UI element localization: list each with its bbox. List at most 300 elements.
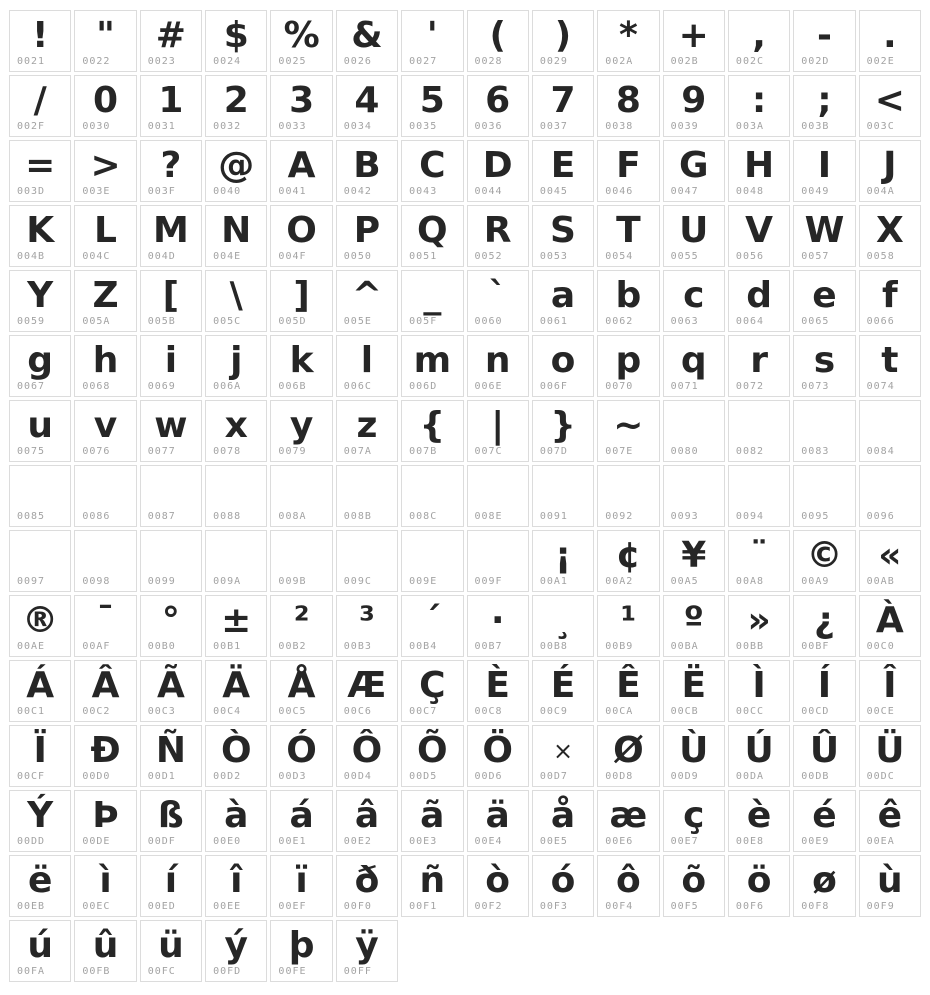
charmap-cell <box>336 75 398 137</box>
code-label: 0069 <box>147 381 176 392</box>
code-label: 0093 <box>670 511 699 522</box>
charmap-cell <box>336 595 398 657</box>
code-label: 0043 <box>409 186 438 197</box>
code-label: 00FE <box>278 966 307 977</box>
charmap-cell <box>270 920 332 982</box>
charmap-cell <box>793 270 855 332</box>
charmap-cell <box>532 855 594 917</box>
charmap-cell <box>663 10 725 72</box>
code-label: 00D9 <box>670 771 699 782</box>
code-label: 0094 <box>735 511 765 522</box>
code-label: 00C2 <box>82 706 111 717</box>
glyph <box>337 531 397 581</box>
code-label: 00EB <box>17 901 46 912</box>
charmap-cell <box>270 400 332 462</box>
charmap-cell <box>467 660 529 722</box>
glyph: ¡ <box>554 535 572 576</box>
code-label: 00CC <box>735 706 765 717</box>
charmap-cell <box>140 270 202 332</box>
charmap-cell <box>205 465 267 527</box>
charmap-cell <box>270 10 332 72</box>
charmap-cell <box>74 660 136 722</box>
glyph: Ä <box>222 665 251 706</box>
charmap-cell <box>532 725 594 787</box>
code-label: 002C <box>735 56 765 67</box>
glyph: Ì <box>752 665 766 706</box>
glyph: Ç <box>419 665 446 706</box>
charmap-cell <box>532 465 594 527</box>
code-label: 0046 <box>605 186 634 197</box>
code-label: 0041 <box>278 186 307 197</box>
glyph: 0 <box>92 80 119 121</box>
code-label: 008A <box>278 511 307 522</box>
glyph: T <box>616 210 641 251</box>
glyph: Y <box>27 275 54 316</box>
glyph: h <box>92 340 119 381</box>
glyph: ç <box>683 795 705 836</box>
glyph: ì <box>99 860 112 901</box>
glyph: ú <box>27 925 53 966</box>
charmap-cell <box>597 595 659 657</box>
charmap-cell <box>270 660 332 722</box>
charmap-cell <box>270 140 332 202</box>
code-label: 0022 <box>82 56 111 67</box>
code-label: 003F <box>147 186 176 197</box>
code-label: 00D2 <box>213 771 242 782</box>
glyph <box>337 466 397 516</box>
code-label: 0073 <box>801 381 830 392</box>
glyph: - <box>816 15 832 56</box>
glyph: · <box>490 600 505 641</box>
code-label: 00B7 <box>474 641 503 652</box>
glyph: æ <box>609 795 648 836</box>
charmap-cell <box>859 205 921 267</box>
charmap-cell <box>140 400 202 462</box>
charmap-cell <box>663 335 725 397</box>
charmap-cell <box>270 335 332 397</box>
glyph: X <box>875 210 904 251</box>
glyph: ¨ <box>750 535 769 576</box>
code-label: 009A <box>213 576 242 587</box>
code-label: 00F9 <box>866 901 895 912</box>
charmap-cell <box>74 465 136 527</box>
charmap-cell <box>728 725 790 787</box>
glyph: C <box>419 145 446 186</box>
glyph: ÿ <box>355 925 379 966</box>
code-label: 007D <box>539 446 568 457</box>
glyph: 8 <box>615 80 641 121</box>
code-label: 0075 <box>17 446 46 457</box>
charmap-cell <box>336 660 398 722</box>
glyph: ? <box>160 145 182 186</box>
charmap-cell <box>74 790 136 852</box>
code-label: 0071 <box>670 381 699 392</box>
charmap-cell <box>532 335 594 397</box>
glyph: û <box>92 925 119 966</box>
glyph: Ã <box>156 665 185 706</box>
code-label: 003C <box>866 121 895 132</box>
glyph: * <box>618 15 638 56</box>
glyph: { <box>419 405 446 446</box>
charmap-cell <box>9 140 71 202</box>
glyph: q <box>680 340 707 381</box>
code-label: 00DB <box>801 771 830 782</box>
glyph <box>141 531 201 581</box>
code-label: 003A <box>735 121 765 132</box>
charmap-cell <box>336 140 398 202</box>
charmap-cell <box>532 75 594 137</box>
glyph: í <box>164 860 178 901</box>
charmap-cell <box>205 75 267 137</box>
code-label: 0095 <box>801 511 830 522</box>
glyph: À <box>875 600 904 641</box>
glyph: ¸ <box>554 600 573 641</box>
code-label: 008C <box>409 511 438 522</box>
code-label: 002D <box>801 56 830 67</box>
charmap-cell <box>793 595 855 657</box>
charmap-cell <box>663 270 725 332</box>
glyph <box>860 401 920 451</box>
glyph: J <box>883 145 897 186</box>
charmap-cell <box>74 10 136 72</box>
code-label: 00D1 <box>147 771 176 782</box>
charmap-cell <box>728 660 790 722</box>
glyph: Ú <box>744 730 774 771</box>
charmap-cell <box>9 855 71 917</box>
glyph: ¯ <box>96 600 115 641</box>
code-label: 0076 <box>82 446 111 457</box>
glyph: © <box>806 535 843 576</box>
glyph: 9 <box>681 80 707 121</box>
charmap-cell <box>401 465 463 527</box>
code-label: 0096 <box>866 511 895 522</box>
charmap-cell <box>336 335 398 397</box>
glyph: Ð <box>90 730 121 771</box>
glyph: å <box>550 795 576 836</box>
code-label: 0045 <box>539 186 568 197</box>
charmap-cell <box>859 530 921 592</box>
glyph: « <box>878 535 902 576</box>
code-label: 0070 <box>605 381 634 392</box>
charmap-cell <box>74 855 136 917</box>
charmap-cell <box>74 140 136 202</box>
glyph: z <box>356 405 378 446</box>
glyph: < <box>874 80 905 121</box>
code-label: 0098 <box>82 576 111 587</box>
glyph: c <box>683 275 705 316</box>
charmap-cell <box>205 855 267 917</box>
code-label: 0077 <box>147 446 176 457</box>
glyph: ô <box>616 860 641 901</box>
charmap-cell <box>140 920 202 982</box>
glyph: A <box>287 145 316 186</box>
glyph: ¢ <box>615 535 641 576</box>
glyph: ø <box>812 860 837 901</box>
code-label: 004C <box>82 251 111 262</box>
glyph: > <box>90 145 121 186</box>
charmap-cell <box>728 10 790 72</box>
charmap-cell <box>270 855 332 917</box>
code-label: 005A <box>82 316 111 327</box>
glyph: O <box>286 210 317 251</box>
code-label: 0067 <box>17 381 46 392</box>
code-label: 00BF <box>801 641 830 652</box>
code-label: 003E <box>82 186 111 197</box>
glyph: l <box>360 340 374 381</box>
code-label: 0088 <box>213 511 242 522</box>
glyph <box>141 466 201 516</box>
glyph: " <box>96 15 115 56</box>
charmap-cell <box>859 595 921 657</box>
charmap-cell <box>9 205 71 267</box>
charmap-cell <box>401 140 463 202</box>
glyph: 3 <box>289 80 315 121</box>
charmap-cell <box>728 595 790 657</box>
code-label: 0091 <box>539 511 568 522</box>
charmap-cell <box>140 595 202 657</box>
charmap-cell <box>663 465 725 527</box>
code-label: 00D0 <box>82 771 111 782</box>
charmap-cell <box>140 465 202 527</box>
glyph: ó <box>550 860 576 901</box>
glyph: R <box>483 210 512 251</box>
code-label: 0051 <box>409 251 438 262</box>
code-label: 0054 <box>605 251 634 262</box>
glyph: Á <box>26 665 55 706</box>
charmap-cell <box>597 530 659 592</box>
glyph <box>468 531 528 581</box>
glyph: ñ <box>419 860 446 901</box>
code-label: 0055 <box>670 251 699 262</box>
code-label: 0066 <box>866 316 895 327</box>
glyph <box>10 531 70 581</box>
charmap-cell <box>336 725 398 787</box>
glyph: ù <box>877 860 903 901</box>
code-label: 00C4 <box>213 706 242 717</box>
charmap-cell <box>336 205 398 267</box>
code-label: 0065 <box>801 316 830 327</box>
charmap-cell <box>793 10 855 72</box>
code-label: 00E6 <box>605 836 634 847</box>
charmap-cell <box>532 595 594 657</box>
code-label: 0079 <box>278 446 307 457</box>
code-label: 00AB <box>866 576 895 587</box>
code-label: 00CD <box>801 706 830 717</box>
charmap-cell <box>793 75 855 137</box>
charmap-cell <box>140 530 202 592</box>
glyph <box>206 531 266 581</box>
glyph: ] <box>293 275 310 316</box>
charmap-cell <box>597 10 659 72</box>
charmap-cell <box>205 920 267 982</box>
charmap-cell <box>401 595 463 657</box>
charmap-cell <box>597 270 659 332</box>
glyph: e <box>812 275 837 316</box>
code-label: 00BB <box>735 641 765 652</box>
code-label: 004D <box>147 251 176 262</box>
glyph: î <box>230 860 243 901</box>
glyph: @ <box>218 145 255 186</box>
code-label: 00EA <box>866 836 895 847</box>
charmap-cell <box>728 790 790 852</box>
charmap-cell <box>859 140 921 202</box>
charmap-cell <box>205 10 267 72</box>
code-label: 0021 <box>17 56 46 67</box>
glyph: Ô <box>351 730 383 771</box>
glyph: ö <box>746 860 772 901</box>
glyph: V <box>745 210 774 251</box>
code-label: 00A5 <box>670 576 699 587</box>
code-label: 00C1 <box>17 706 46 717</box>
glyph <box>75 531 135 581</box>
code-label: 0037 <box>539 121 568 132</box>
code-label: 00F2 <box>474 901 503 912</box>
charmap-cell <box>205 205 267 267</box>
code-label: 0030 <box>82 121 111 132</box>
glyph: 5 <box>419 80 445 121</box>
charmap-cell <box>663 790 725 852</box>
glyph: Î <box>883 665 897 706</box>
code-label: 00FC <box>147 966 176 977</box>
glyph: Û <box>809 730 840 771</box>
code-label: 00CA <box>605 706 634 717</box>
charmap-cell <box>597 75 659 137</box>
code-label: 0083 <box>801 446 830 457</box>
code-label: 00D7 <box>539 771 568 782</box>
charmap-cell <box>401 530 463 592</box>
code-label: 00EE <box>213 901 242 912</box>
code-label: 009F <box>474 576 503 587</box>
glyph: W <box>804 210 845 251</box>
glyph: P <box>353 210 381 251</box>
charmap-cell <box>336 530 398 592</box>
code-label: 00DF <box>147 836 176 847</box>
code-label: 003B <box>801 121 830 132</box>
glyph: s <box>813 340 836 381</box>
charmap-cell <box>532 270 594 332</box>
charmap-cell <box>467 335 529 397</box>
charmap-cell <box>74 400 136 462</box>
charmap-cell <box>74 75 136 137</box>
code-label: 005D <box>278 316 307 327</box>
charmap-cell <box>401 790 463 852</box>
charmap-cell <box>270 595 332 657</box>
glyph: U <box>679 210 709 251</box>
glyph: » <box>747 600 771 641</box>
code-label: 00DD <box>17 836 46 847</box>
glyph: } <box>550 405 576 446</box>
charmap-cell <box>532 530 594 592</box>
glyph: ± <box>221 600 252 641</box>
charmap-cell <box>401 725 463 787</box>
glyph <box>860 466 920 516</box>
code-label: 0033 <box>278 121 307 132</box>
glyph <box>794 401 854 451</box>
code-label: 005C <box>213 316 242 327</box>
code-label: 00D8 <box>605 771 634 782</box>
charmap-cell <box>859 335 921 397</box>
code-label: 007B <box>409 446 438 457</box>
glyph: Z <box>92 275 119 316</box>
code-label: 0049 <box>801 186 830 197</box>
glyph: ' <box>426 15 438 56</box>
code-label: 0035 <box>409 121 438 132</box>
code-label: 0063 <box>670 316 699 327</box>
glyph: y <box>289 405 314 446</box>
charmap-cell <box>9 920 71 982</box>
charmap-cell <box>140 725 202 787</box>
charmap-cell <box>859 270 921 332</box>
code-label: 00E0 <box>213 836 242 847</box>
code-label: 006E <box>474 381 503 392</box>
code-label: 004F <box>278 251 307 262</box>
glyph: ¹ <box>620 600 637 641</box>
code-label: 0097 <box>17 576 46 587</box>
code-label: 00A8 <box>735 576 765 587</box>
code-label: 0060 <box>474 316 503 327</box>
glyph <box>468 466 528 516</box>
glyph: b <box>615 275 642 316</box>
glyph: I <box>817 145 832 186</box>
glyph: ¥ <box>681 535 707 576</box>
code-label: 0072 <box>735 381 765 392</box>
charmap-cell <box>336 400 398 462</box>
charmap-cell <box>9 270 71 332</box>
charmap-cell <box>140 75 202 137</box>
code-label: 009C <box>343 576 372 587</box>
charmap-cell <box>859 725 921 787</box>
charmap-cell <box>9 335 71 397</box>
code-label: 0031 <box>147 121 176 132</box>
charmap-cell <box>532 400 594 462</box>
glyph: é <box>812 795 837 836</box>
charmap-cell <box>728 465 790 527</box>
code-label: 00E2 <box>343 836 372 847</box>
glyph: á <box>289 795 314 836</box>
code-label: 0047 <box>670 186 699 197</box>
charmap-cell <box>532 790 594 852</box>
charmap-cell <box>859 10 921 72</box>
glyph: ï <box>295 860 308 901</box>
glyph: Å <box>287 665 316 706</box>
charmap-cell <box>597 465 659 527</box>
code-label: 007A <box>343 446 372 457</box>
glyph <box>664 466 724 516</box>
code-label: 0036 <box>474 121 503 132</box>
charmap-cell <box>9 660 71 722</box>
charmap-cell <box>401 270 463 332</box>
charmap-cell <box>597 660 659 722</box>
code-label: 00FF <box>343 966 372 977</box>
glyph: Ý <box>27 795 54 836</box>
glyph: E <box>550 145 576 186</box>
code-label: 00EC <box>82 901 111 912</box>
glyph: ` <box>488 275 507 316</box>
glyph: Õ <box>417 730 448 771</box>
glyph: \ <box>229 275 243 316</box>
charmap-cell <box>793 140 855 202</box>
glyph: ; <box>817 80 832 121</box>
glyph: õ <box>681 860 707 901</box>
code-label: 002F <box>17 121 46 132</box>
charmap-cell <box>793 465 855 527</box>
glyph: ý <box>224 925 248 966</box>
charmap-cell <box>336 270 398 332</box>
charmap-cell <box>728 855 790 917</box>
charmap-cell <box>467 530 529 592</box>
charmap-cell <box>401 75 463 137</box>
glyph: É <box>550 665 576 706</box>
